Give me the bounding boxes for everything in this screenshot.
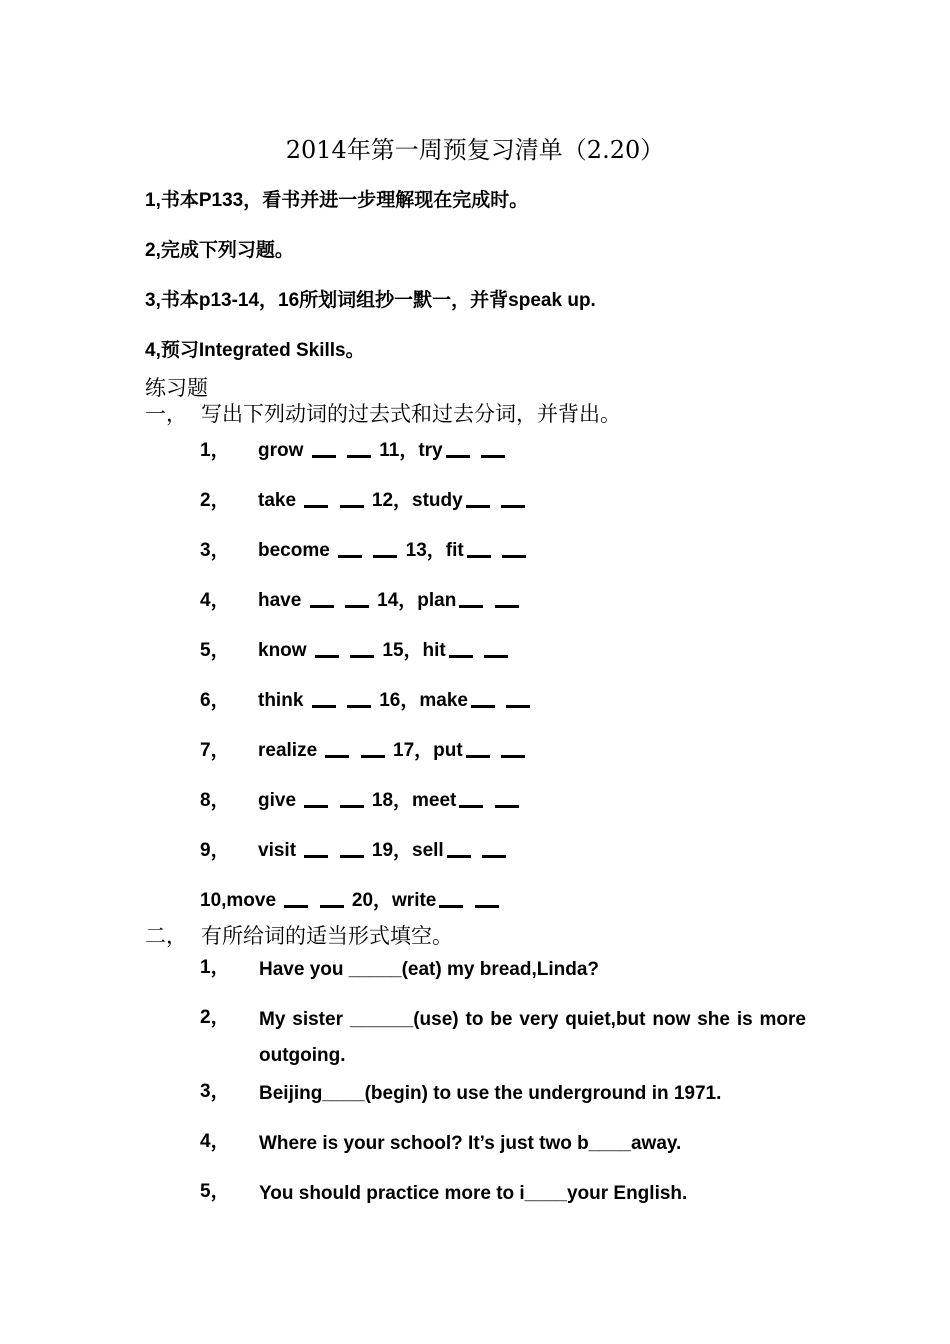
row-number: 7，	[200, 740, 230, 761]
verb-row	[200, 485, 528, 512]
fill-blank-item-1	[200, 952, 806, 988]
row-number: 11，	[379, 440, 419, 461]
exercise-heading: 练习题	[145, 376, 208, 400]
answer-blank	[284, 905, 308, 908]
verb-row	[200, 435, 508, 462]
section-2-instruction: 有所给词的适当形式填空。	[201, 924, 453, 948]
verb-row	[200, 585, 522, 612]
row-number: 4，	[200, 590, 230, 611]
answer-blank	[340, 855, 364, 858]
verb-word: give	[258, 790, 297, 811]
answer-blank	[347, 455, 371, 458]
answer-blank	[315, 655, 339, 658]
answer-blank	[338, 555, 362, 558]
verb-row	[200, 785, 522, 812]
verb-word: sell	[412, 840, 444, 861]
row-number: 6，	[200, 690, 230, 711]
answer-blank	[481, 455, 505, 458]
verb-word: make	[419, 690, 468, 711]
answer-blank	[475, 905, 499, 908]
fill-blank-item-4	[200, 1126, 806, 1162]
answer-blank	[347, 705, 371, 708]
answer-blank	[459, 805, 483, 808]
row-number: 18，	[371, 790, 413, 811]
verb-row	[200, 535, 529, 562]
verb-word: 10,move	[200, 890, 277, 911]
answer-blank	[459, 605, 483, 608]
verb-word: try	[418, 440, 443, 461]
item-number: 5，	[200, 1181, 230, 1202]
fill-blank-item-3	[200, 1076, 806, 1112]
verb-row	[200, 835, 509, 862]
item-number: 1，	[200, 957, 230, 978]
verb-row	[200, 685, 533, 712]
section-2-heading	[145, 920, 453, 950]
verb-word: plan	[417, 590, 457, 611]
row-number: 8，	[200, 790, 230, 811]
answer-blank	[345, 605, 369, 608]
answer-blank	[304, 855, 328, 858]
answer-blank	[447, 855, 471, 858]
item-text: Beijing____(begin) to use the underground in 1971.	[259, 1083, 722, 1104]
page-title: 2014年第一周预复习清单（2.20）	[285, 136, 665, 164]
row-number: 3，	[200, 540, 230, 561]
verb-word: study	[412, 490, 463, 511]
verb-row	[200, 885, 502, 912]
verb-word: put	[433, 740, 463, 761]
row-number: 2，	[200, 490, 230, 511]
verb-word: write	[392, 890, 437, 911]
row-number: 19，	[371, 840, 413, 861]
row-number: 17，	[393, 740, 434, 761]
answer-blank	[467, 555, 491, 558]
answer-blank	[466, 505, 490, 508]
item-text: You should practice more to i____your English.	[259, 1183, 688, 1204]
verb-word: fit	[445, 540, 464, 561]
answer-blank	[471, 705, 495, 708]
answer-blank	[340, 805, 364, 808]
task-line-4: 4,预习Integrated Skills。	[145, 340, 365, 361]
answer-blank	[501, 505, 525, 508]
verb-word: become	[258, 540, 330, 561]
verb-word: visit	[258, 840, 297, 861]
task-line-1: 1,书本P133，看书并进一步理解现在完成时。	[145, 190, 529, 211]
answer-blank	[361, 755, 385, 758]
answer-blank	[484, 655, 508, 658]
verb-word: grow	[258, 440, 304, 461]
item-text: My sister ______(use) to be very quiet,but now she is more outgoing.	[259, 1009, 806, 1066]
answer-blank	[312, 455, 336, 458]
row-number: 12，	[371, 490, 413, 511]
task-line-2: 2,完成下列习题。	[145, 240, 294, 261]
item-number: 3，	[200, 1081, 230, 1102]
row-number: 13，	[405, 540, 446, 561]
row-number: 20，	[351, 890, 393, 911]
answer-blank	[312, 705, 336, 708]
answer-blank	[482, 855, 506, 858]
section-2-number: 二，	[145, 924, 187, 948]
row-number: 9，	[200, 840, 230, 861]
item-text: Have you _____(eat) my bread,Linda?	[259, 959, 600, 980]
answer-blank	[304, 505, 328, 508]
answer-blank	[373, 555, 397, 558]
answer-blank	[466, 755, 490, 758]
section-1-number: 一，	[145, 402, 187, 426]
section-1-instruction: 写出下列动词的过去式和过去分词，并背出。	[201, 402, 621, 426]
row-number: 1，	[200, 440, 230, 461]
verb-word: know	[258, 640, 307, 661]
answer-blank	[439, 905, 463, 908]
verb-word: have	[258, 590, 302, 611]
verb-row	[200, 635, 511, 662]
item-text: Where is your school? It’s just two b____away.	[259, 1133, 682, 1154]
answer-blank	[310, 605, 334, 608]
row-number: 15，	[382, 640, 423, 661]
answer-blank	[495, 805, 519, 808]
answer-blank	[449, 655, 473, 658]
section-1-heading	[145, 398, 621, 428]
fill-blank-item-2	[200, 1002, 806, 1074]
verb-row	[200, 735, 528, 762]
answer-blank	[325, 755, 349, 758]
verb-word: hit	[422, 640, 446, 661]
answer-blank	[350, 655, 374, 658]
answer-blank	[501, 755, 525, 758]
item-number: 2，	[200, 1007, 230, 1028]
answer-blank	[506, 705, 530, 708]
verb-word: think	[258, 690, 304, 711]
row-number: 16，	[379, 690, 420, 711]
verb-word: meet	[412, 790, 457, 811]
row-number: 14，	[377, 590, 418, 611]
answer-blank	[320, 905, 344, 908]
answer-blank	[446, 455, 470, 458]
answer-blank	[304, 805, 328, 808]
fill-blank-item-5	[200, 1176, 806, 1212]
task-line-3: 3,书本p13-14，16所划词组抄一默一，并背speak up.	[145, 290, 596, 311]
verb-word: realize	[258, 740, 318, 761]
answer-blank	[495, 605, 519, 608]
verb-word: take	[258, 490, 297, 511]
answer-blank	[502, 555, 526, 558]
row-number: 5，	[200, 640, 230, 661]
item-number: 4，	[200, 1131, 230, 1152]
answer-blank	[340, 505, 364, 508]
